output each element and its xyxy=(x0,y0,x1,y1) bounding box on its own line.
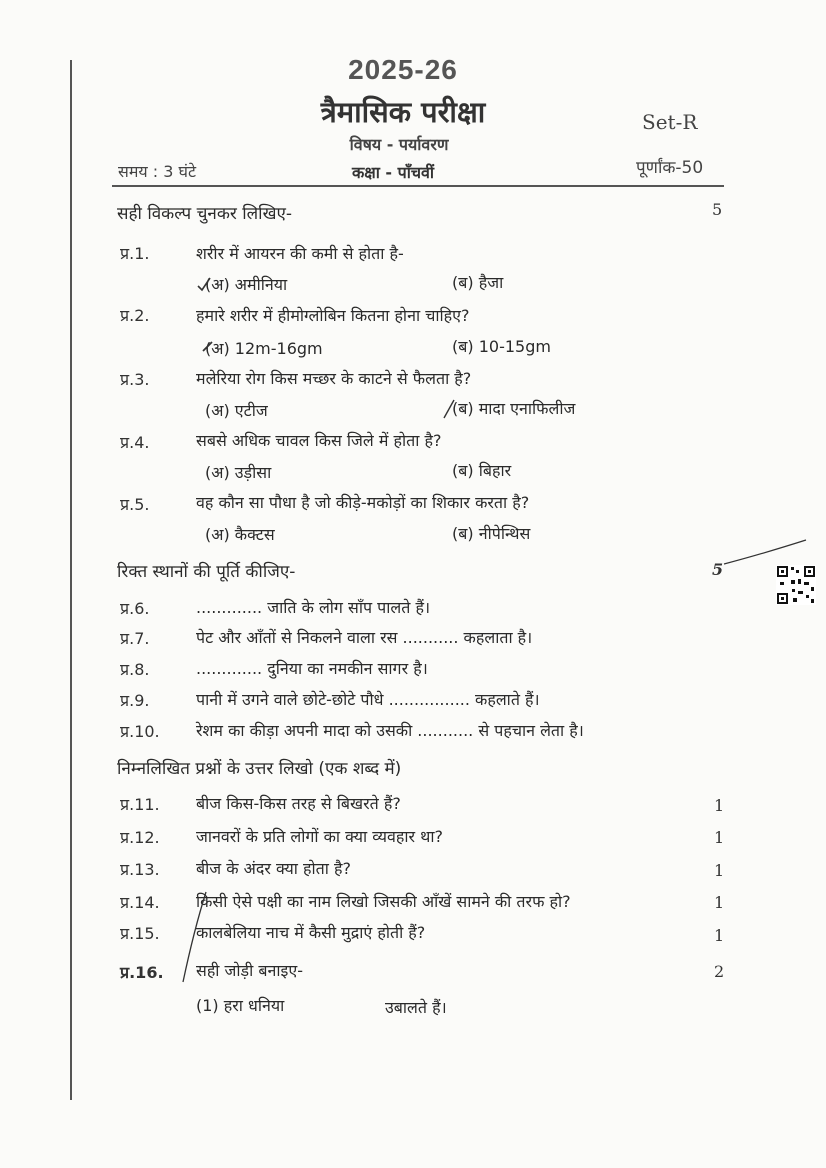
q3-option-b: (ब) मादा एनाफिलीज xyxy=(452,399,576,418)
subject-label: विषय - पर्यावरण xyxy=(349,135,449,154)
match-right-item: उबालते हैं। xyxy=(385,998,447,1017)
q3-text: मलेरिया रोग किस मच्छर के काटने से फैलता है? xyxy=(196,369,472,388)
q3-tick-mark-icon xyxy=(440,398,458,420)
q11-marks: 1 xyxy=(714,796,725,815)
q9-number: प्र.9. xyxy=(120,691,150,710)
q3-option-a: (अ) एटीज xyxy=(205,401,268,420)
q11-number: प्र.11. xyxy=(120,795,160,814)
section1-title: सही विकल्प चुनकर लिखिए- xyxy=(117,204,293,224)
left-margin-rule xyxy=(70,60,72,1100)
q13-number: प्र.13. xyxy=(120,860,160,879)
set-label: Set-R xyxy=(642,110,698,134)
q8-text: ............. दुनिया का नमकीन सागर है। xyxy=(196,659,428,678)
section3-title: निम्नलिखित प्रश्नों के उत्तर लिखो (एक शब्द में) xyxy=(117,759,402,779)
class-label: कक्षा - पाँचवीं xyxy=(351,163,435,182)
q12-number: प्र.12. xyxy=(120,828,160,847)
exam-title: त्रैमासिक परीक्षा xyxy=(320,95,486,129)
time-label: समय : 3 घंटे xyxy=(118,162,197,181)
q10-text: रेशम का कीड़ा अपनी मादा को उसकी ........... से पहचान लेता है। xyxy=(196,721,584,740)
q15-marks: 1 xyxy=(714,926,725,945)
q9-text: पानी में उगने वाले छोटे-छोटे पौधे ................ कहलाते हैं। xyxy=(196,690,540,709)
q16-text: सही जोड़ी बनाइए- xyxy=(196,961,303,980)
q4-number: प्र.4. xyxy=(120,433,150,452)
qr-code-icon xyxy=(776,565,816,609)
section1-marks: 5 xyxy=(712,200,723,219)
q14-marks: 1 xyxy=(714,893,725,912)
q5-option-a: (अ) कैक्टस xyxy=(205,525,275,544)
q4-option-b: (ब) बिहार xyxy=(452,461,512,480)
q1-number: प्र.1. xyxy=(120,244,150,263)
q1-tick-mark-icon xyxy=(196,276,212,292)
q14-text: किसी ऐसे पक्षी का नाम लिखो जिसकी आँखें सामने की तरफ हो? xyxy=(196,892,571,911)
q8-number: प्र.8. xyxy=(120,660,150,679)
q11-text: बीज किस-किस तरह से बिखरते हैं? xyxy=(196,794,401,813)
q5-option-b: (ब) नीपेन्थिस xyxy=(452,524,531,543)
max-marks-label: पूर्णांक-50 xyxy=(636,158,704,178)
q2-text: हमारे शरीर में हीमोग्लोबिन कितना होना चाहिए? xyxy=(196,306,470,325)
q6-number: प्र.6. xyxy=(120,599,150,618)
q5-number: प्र.5. xyxy=(120,495,150,514)
q2-option-b: (ब) 10-15gm xyxy=(452,337,551,356)
q2-number: प्र.2. xyxy=(120,306,150,325)
q12-text: जानवरों के प्रति लोगों का क्या व्यवहार था? xyxy=(196,827,443,846)
q15-text: कालबेलिया नाच में कैसी मुद्राएं होती हैं? xyxy=(196,923,426,942)
pen-stroke-icon xyxy=(722,538,808,568)
q15-number: प्र.15. xyxy=(120,924,160,943)
q4-option-a: (अ) उड़ीसा xyxy=(205,463,272,482)
q2-tick-mark-icon xyxy=(200,340,214,354)
header-divider xyxy=(112,185,724,187)
q2-option-a: (अ) 12m-16gm xyxy=(205,339,323,358)
q1-option-a: (अ) अमीनिया xyxy=(205,275,288,294)
q13-text: बीज के अंदर क्या होता है? xyxy=(196,859,352,878)
q7-text: पेट और आँतों से निकलने वाला रस ........... कहलाता है। xyxy=(196,628,533,647)
section2-title: रिक्त स्थानों की पूर्ति कीजिए- xyxy=(117,562,296,582)
margin-pen-stroke-icon xyxy=(180,890,210,985)
q16-number: प्र.16. xyxy=(120,963,164,982)
q5-text: वह कौन सा पौधा है जो कीड़े-मकोड़ों का शिकार करता है? xyxy=(196,493,530,512)
section2-marks: 5 xyxy=(712,560,724,579)
q13-marks: 1 xyxy=(714,861,725,880)
q10-number: प्र.10. xyxy=(120,722,160,741)
q6-text: ............. जाति के लोग साँप पालते हैं। xyxy=(196,598,431,617)
match-left-item: (1) हरा धनिया xyxy=(196,996,285,1015)
exam-year: 2025-26 xyxy=(348,54,458,85)
q4-text: सबसे अधिक चावल किस जिले में होता है? xyxy=(196,431,442,450)
q1-text: शरीर में आयरन की कमी से होता है- xyxy=(196,244,404,263)
q1-option-b: (ब) हैजा xyxy=(452,273,504,292)
q16-marks: 2 xyxy=(714,962,725,981)
q3-number: प्र.3. xyxy=(120,370,150,389)
q12-marks: 1 xyxy=(714,828,725,847)
q7-number: प्र.7. xyxy=(120,629,150,648)
q14-number: प्र.14. xyxy=(120,893,160,912)
